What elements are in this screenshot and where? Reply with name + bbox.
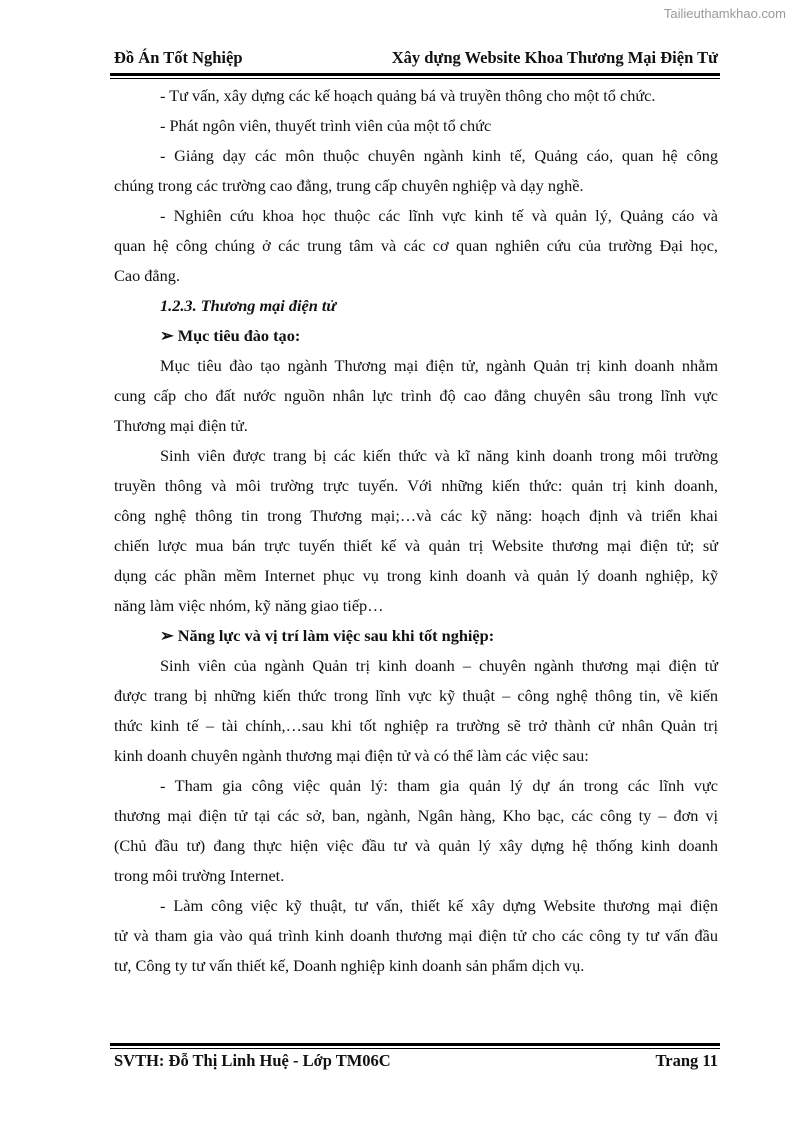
page-footer	[114, 1051, 718, 1071]
paragraph	[114, 441, 718, 621]
paragraph	[114, 771, 718, 891]
text-line: cung cấp cho đất nước nguồn nhân lực trình độ cao đẳng chuyên sâu trong lĩnh vực	[114, 386, 718, 405]
text-line: tử và tham gia vào quá trình kinh doanh thương mại điện tử cho các công ty tư vấn đầu	[114, 926, 718, 945]
bullet-heading	[114, 321, 718, 351]
text-line: công nghệ thông tin trong Thương mại;…và các kỹ năng: hoạch định và triển khai	[114, 506, 718, 525]
text-line: trong môi trường Internet.	[114, 866, 285, 885]
text-line: Cao đẳng.	[114, 266, 181, 285]
text-line: truyền thông và môi trường trực tuyến. Với những kiến thức: quản trị kinh doanh,	[114, 476, 718, 495]
watermark: Tailieuthamkhao.com	[663, 6, 786, 21]
text-line: thức kinh tế – tài chính,…sau khi tốt nghiệp ra trường sẽ trở thành cử nhân Quản trị	[114, 716, 718, 735]
document-body	[114, 81, 718, 981]
paragraph	[114, 81, 718, 111]
text-line: - Tư vấn, xây dựng các kế hoạch quảng bá và truyền thông cho một tổ chức.	[160, 86, 656, 105]
text-line: kinh doanh chuyên ngành thương mại điện tử và có thể làm các việc sau:	[114, 746, 589, 765]
text-line: ➢ Năng lực và vị trí làm việc sau khi tốt nghiệp:	[160, 626, 495, 645]
text-line: năng làm việc nhóm, kỹ năng giao tiếp…	[114, 596, 384, 615]
bullet-heading	[114, 621, 718, 651]
paragraph	[114, 141, 718, 201]
text-line: quan hệ công chúng ở các trung tâm và các cơ quan nghiên cứu của trường Đại học,	[114, 236, 718, 255]
text-line: tư, Công ty tư vấn thiết kế, Doanh nghiệp kinh doanh sản phẩm dịch vụ.	[114, 956, 585, 975]
text-line: được trang bị những kiến thức trong lĩnh vực kỹ thuật – công nghệ thông tin, về kiến	[114, 686, 718, 705]
footer-author: SVTH: Đỗ Thị Linh Huệ - Lớp TM06C	[114, 1051, 391, 1070]
paragraph	[114, 351, 718, 441]
paragraph	[114, 891, 718, 981]
text-line: chúng trong các trường cao đẳng, trung cấp chuyên nghiệp và dạy nghề.	[114, 176, 584, 195]
text-line: 1.2.3. Thương mại điện tử	[160, 296, 337, 315]
page-number: Trang 11	[655, 1051, 718, 1070]
text-line: ➢ Mục tiêu đào tạo:	[160, 326, 301, 345]
text-line: Thương mại điện tử.	[114, 416, 248, 435]
text-line: - Làm công việc kỹ thuật, tư vấn, thiết kế xây dựng Website thương mại điện	[160, 896, 718, 915]
header-right-title: Xây dựng Website Khoa Thương Mại Điện Tử	[391, 48, 718, 67]
footer-rule-thin	[110, 1048, 720, 1049]
paragraph	[114, 651, 718, 771]
text-line: Mục tiêu đào tạo ngành Thương mại điện tử, ngành Quản trị kinh doanh nhằm	[160, 356, 718, 375]
paragraph	[114, 201, 718, 291]
text-line: - Nghiên cứu khoa học thuộc các lĩnh vực kinh tế và quản lý, Quảng cáo và	[160, 206, 718, 225]
text-line: - Giảng dạy các môn thuộc chuyên ngành kinh tế, Quảng cáo, quan hệ công	[160, 146, 718, 165]
section-heading	[114, 291, 718, 321]
text-line: dụng các phần mềm Internet phục vụ trong kinh doanh và quản lý doanh nghiệp, kỹ	[114, 566, 718, 585]
text-line: (Chủ đầu tư) đang thực hiện việc đầu tư và quản lý xây dựng hệ thống kinh doanh	[114, 836, 718, 855]
paragraph	[114, 111, 718, 141]
page-header	[114, 48, 718, 70]
text-line: thương mại điện tử tại các sở, ban, ngành, Ngân hàng, Kho bạc, các công ty – đơn vị	[114, 806, 718, 825]
text-line: chiến lược mua bán trực tuyến thiết kế và quản trị Website thương mại điện tử; sử	[114, 536, 718, 555]
text-line: Sinh viên được trang bị các kiến thức và kĩ năng kinh doanh trong môi trường	[160, 446, 718, 465]
header-rule-thin	[110, 78, 720, 79]
header-rule-thick	[110, 73, 720, 76]
header-left-title: Đồ Án Tốt Nghiệp	[114, 48, 243, 67]
footer-rule-thick	[110, 1043, 720, 1046]
text-line: - Phát ngôn viên, thuyết trình viên của một tổ chức	[160, 116, 492, 135]
text-line: Sinh viên của ngành Quản trị kinh doanh – chuyên ngành thương mại điện tử	[160, 656, 718, 675]
text-line: - Tham gia công việc quản lý: tham gia quản lý dự án trong các lĩnh vực	[160, 776, 718, 795]
